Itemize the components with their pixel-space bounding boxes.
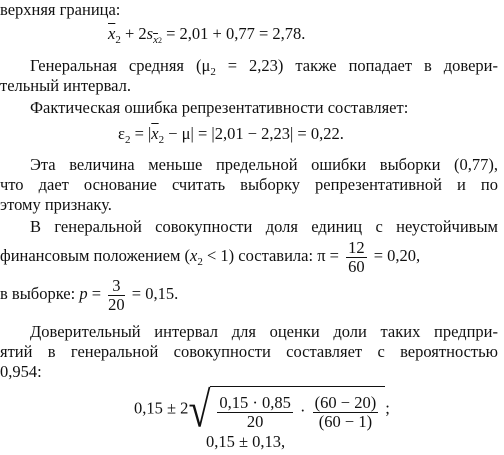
formula-text: − μ| = |2,01 − 2,23| = 0,22.	[164, 124, 344, 143]
formula-subscript: 2	[124, 134, 131, 146]
text-line-share-sample	[0, 274, 178, 314]
line-text: этому признаку.	[0, 195, 112, 214]
formula-symbol: p	[79, 284, 88, 303]
text-line	[30, 155, 498, 175]
fraction-numerator: (60 − 20)	[314, 392, 377, 412]
line-text: Доверительный интервал для оценки доли таких предпри-	[30, 322, 498, 341]
formula-confidence-interval	[134, 380, 390, 437]
text-line-share-general	[0, 236, 420, 276]
fraction	[217, 394, 293, 431]
formula-actual-error	[118, 124, 344, 150]
formula-subscript: $\overline{x}$	[153, 34, 158, 46]
line-text: Эта величина меньше предельной ошибки выборки (0,77),	[30, 155, 498, 174]
formula-text: = 2,01 + 0,77 = 2,78.	[161, 24, 306, 43]
fraction-denominator: 20	[246, 411, 264, 431]
text-line	[0, 76, 131, 96]
line-text: = 2,23) также попадает в довери-	[215, 56, 499, 75]
text-line	[0, 175, 498, 195]
formula-subscript: 2	[157, 36, 162, 45]
formula-subscript: 2	[210, 66, 216, 78]
line-text: в выборке:	[0, 284, 80, 303]
line-text: В генеральной совокупности доля единиц с неустойчивым	[30, 217, 498, 236]
fraction-numerator: 0,15 · 0,85	[219, 392, 291, 412]
line-text: ятий в генеральной совокупности составляет с вероятностью	[0, 342, 498, 361]
formula-symbol: $\overline{x}$	[108, 24, 116, 43]
radicand	[210, 386, 385, 433]
formula-subscript: 2	[115, 34, 121, 46]
formula-text: 0,15 ± 2	[134, 398, 189, 418]
formula-upper-bound	[108, 24, 305, 51]
line-text: 0,954:	[0, 362, 42, 381]
formula-text: = 0,20,	[369, 246, 421, 265]
formula-text: =	[87, 284, 106, 303]
formula-text: + 2	[120, 24, 147, 43]
formula-text: = 0,15.	[127, 284, 179, 303]
formula-subscript: 2	[158, 134, 165, 146]
formula-result	[206, 432, 285, 452]
formula-symbol: ε	[118, 124, 125, 143]
formula-subscript: 2	[197, 256, 203, 268]
fraction	[346, 239, 367, 276]
text-line	[30, 98, 408, 118]
formula-text: ·	[295, 401, 310, 420]
fraction-denominator: 60	[348, 256, 365, 276]
text-line	[0, 362, 42, 382]
line-text: что дает основание считать выборку репрезентативной и по	[0, 175, 498, 194]
line-text: Фактическая ошибка репрезентативности составляет:	[30, 98, 409, 117]
formula-symbol: $\overline{x}$	[151, 124, 159, 143]
fraction-numerator: 3	[108, 277, 125, 296]
formula-text: = |	[130, 124, 152, 143]
line-text: верхняя граница:	[0, 0, 121, 19]
fraction	[313, 394, 379, 431]
formula-text: < 1) составила: π =	[202, 246, 344, 265]
fraction-denominator: 20	[108, 294, 125, 314]
formula-text: 0,15 ± 0,13,	[206, 432, 286, 451]
formula-symbol: x	[190, 246, 198, 265]
fraction-denominator: (60 − 1)	[318, 411, 373, 431]
text-line-upper-bound	[0, 0, 120, 20]
formula-symbol: s	[146, 24, 154, 43]
text-line	[30, 217, 498, 237]
line-text: тельный интервал.	[0, 76, 132, 95]
text-line	[30, 322, 498, 342]
formula-text: ;	[385, 398, 390, 418]
fraction	[108, 277, 125, 314]
text-line	[0, 342, 498, 362]
text-line	[0, 195, 112, 215]
line-text: финансовым положением (	[0, 246, 191, 265]
radical-sign-icon: √	[188, 380, 211, 437]
line-text: Генеральная средняя (μ	[30, 56, 211, 75]
fraction-numerator: 12	[348, 237, 365, 257]
square-root	[188, 380, 385, 437]
